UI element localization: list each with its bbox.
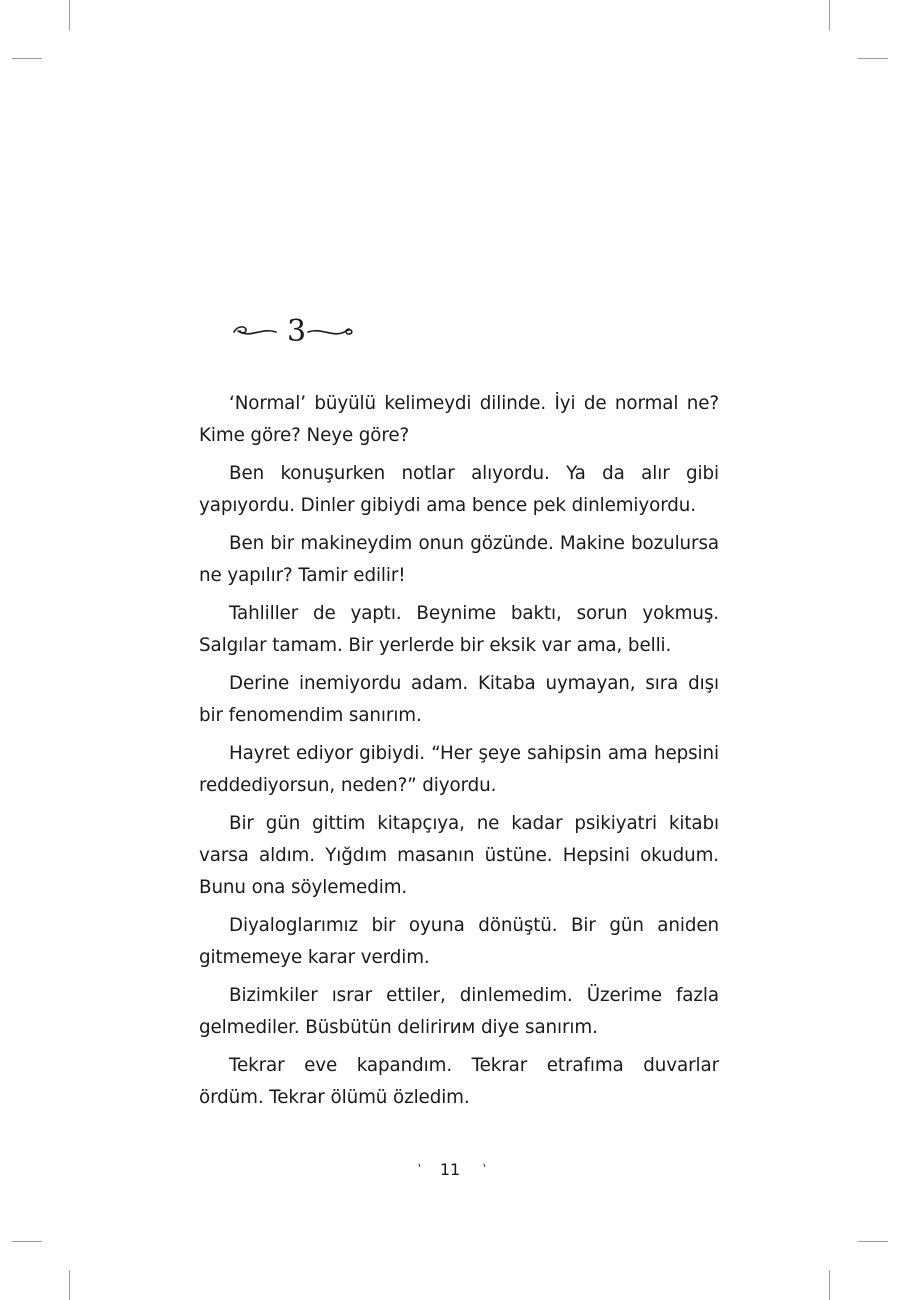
paragraph: Bizimkiler ısrar ettiler, dinlemedim. Üzerime fazla gelmediler. Büsbütün delirirим diye sanırım. bbox=[199, 985, 719, 1038]
crop-mark-bottom-right bbox=[829, 1270, 830, 1300]
crop-mark-top-left bbox=[69, 0, 70, 30]
crop-mark-left-bottom bbox=[12, 1241, 42, 1242]
chapter-ornament bbox=[228, 308, 358, 352]
chapter-number: 3 bbox=[287, 314, 307, 349]
chapter-heading bbox=[228, 308, 358, 352]
crop-mark-bottom-left bbox=[69, 1270, 70, 1300]
page-footer bbox=[0, 1160, 900, 1179]
crop-mark-right-bottom bbox=[858, 1241, 888, 1242]
body-text bbox=[199, 388, 719, 1120]
crop-mark-right-top bbox=[858, 58, 888, 59]
folio-ornament-left: ` bbox=[410, 1162, 424, 1180]
crop-mark-left-top bbox=[12, 58, 42, 59]
folio-ornament-right: ` bbox=[476, 1162, 490, 1180]
paragraph: Tahliller de yaptı. Beynime baktı, sorun yokmuş. Salgılar tamam. Bir yerlerde bir eksik var ama, belli. bbox=[199, 603, 719, 656]
paragraph: Diyaloglarımız bir oyuna dönüştü. Bir gün aniden gitmemeye karar verdim. bbox=[199, 915, 719, 968]
paragraph: Bir gün gittim kitapçıya, ne kadar psikiyatri kitabı varsa aldım. Yığdım masanın üstüne. Hepsini okudum. Bunu ona söylemedim. bbox=[199, 813, 719, 898]
paragraph: Ben bir makineydim onun gözünde. Makine bozulursa ne yapılır? Tamir edilir! bbox=[199, 533, 719, 586]
paragraph: Hayret ediyor gibiydi. “Her şeye sahipsin ama hepsini reddediyorsun, neden?” diyordu. bbox=[199, 743, 719, 796]
paragraph: Tekrar eve kapandım. Tekrar etrafıma duvarlar ördüm. Tekrar ölümü özledim. bbox=[199, 1055, 719, 1108]
paragraph: Derine inemiyordu adam. Kitaba uymayan, sıra dışı bir fenomendim sanırım. bbox=[199, 673, 719, 726]
crop-mark-top-right bbox=[829, 0, 830, 30]
paragraph: ‘Normal’ büyülü kelimeydi dilinde. İyi de normal ne? Kime göre? Neye göre? bbox=[199, 393, 719, 446]
paragraph: Ben konuşurken notlar alıyordu. Ya da alır gibi yapıyordu. Dinler gibiydi ama bence pek dinlemiyordu. bbox=[199, 463, 719, 516]
page-number: 11 bbox=[439, 1160, 461, 1179]
